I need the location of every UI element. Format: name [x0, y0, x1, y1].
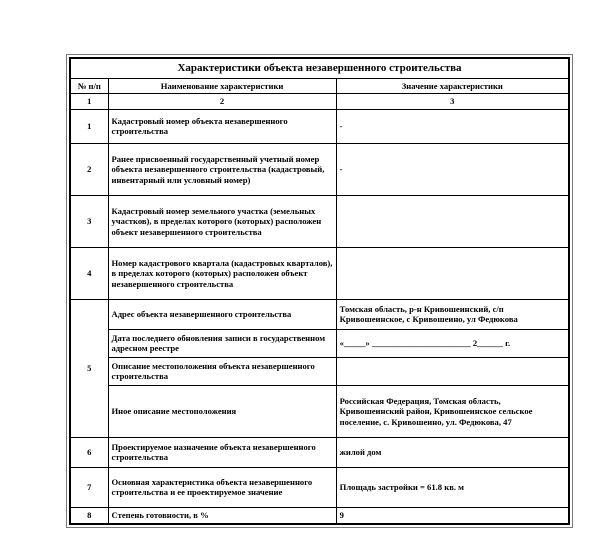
row-name: Проектируемое назначение объекта незавершенного строительства: [108, 437, 336, 467]
row-name: Номер кадастрового квартала (кадастровых кварталов), в пределах которого (которых) расположен объект незавершенного строительства: [108, 247, 336, 299]
table-row: [71, 357, 569, 385]
row-value: [336, 247, 568, 299]
column-number-row: [71, 94, 569, 109]
table-row: [71, 299, 569, 329]
table-row: [71, 195, 569, 247]
header-name: Наименование характеристики: [108, 79, 336, 94]
row-name: Кадастровый номер земельного участка (земельных участков), в пределах которого (которых) расположен объект незавершенного строительства: [108, 195, 336, 247]
row-value: Российская Федерация, Томская область, Кривошеинский район, Кривошеинское сельское поселение, с. Кривошеино, ул. Федюкова, 47: [336, 385, 568, 437]
row-number: 6: [71, 437, 109, 467]
table-title: Характеристики объекта незавершенного строительства: [71, 59, 569, 79]
row-value: [336, 195, 568, 247]
row-value: -: [336, 109, 568, 143]
row-number: 5: [71, 299, 109, 437]
row-value: Томская область, р-н Кривошеинский, с/п Кривошеинское, с Кривошеино, ул Федюкова: [336, 299, 568, 329]
row-name: Основная характеристика объекта незавершенного строительства и ее проектируемое значение: [108, 467, 336, 507]
table-row: [71, 143, 569, 195]
row-value: -: [336, 143, 568, 195]
header-number: № п/п: [71, 79, 109, 94]
row-name: Ранее присвоенный государственный учетный номер объекта незавершенного строительства (кадастровый, инвентарный или условный номер): [108, 143, 336, 195]
row-value: [336, 357, 568, 385]
table-row: [71, 385, 569, 437]
row-number: 2: [71, 143, 109, 195]
row-value: Площадь застройки = 61.8 кв. м: [336, 467, 568, 507]
row-value: жилой дом: [336, 437, 568, 467]
row-number: 7: [71, 467, 109, 507]
table-row: [71, 467, 569, 507]
characteristics-frame: [69, 57, 570, 525]
row-number: 8: [71, 507, 109, 523]
row-name: Иное описание местоположения: [108, 385, 336, 437]
header-value: Значение характеристики: [336, 79, 568, 94]
table-row: [71, 329, 569, 357]
table-row: [71, 437, 569, 467]
column-number-1: 1: [71, 94, 109, 109]
row-value: 9: [336, 507, 568, 523]
row-number: 4: [71, 247, 109, 299]
characteristics-table: [70, 58, 569, 524]
row-number: 1: [71, 109, 109, 143]
table-header-row: [71, 79, 569, 94]
row-name: Описание местоположения объекта незавершенного строительства: [108, 357, 336, 385]
table-title-row: [71, 59, 569, 79]
row-name: Дата последнего обновления записи в государственном адресном реестре: [108, 329, 336, 357]
table-row: [71, 109, 569, 143]
column-number-3: 3: [336, 94, 568, 109]
row-name: Кадастровый номер объекта незавершенного строительства: [108, 109, 336, 143]
row-name: Адрес объекта незавершенного строительства: [108, 299, 336, 329]
table-row: [71, 507, 569, 523]
row-number: 3: [71, 195, 109, 247]
column-number-2: 2: [108, 94, 336, 109]
row-name: Степень готовности, в %: [108, 507, 336, 523]
row-value: «_____» _______________________ 2______ г.: [336, 329, 568, 357]
table-row: [71, 247, 569, 299]
